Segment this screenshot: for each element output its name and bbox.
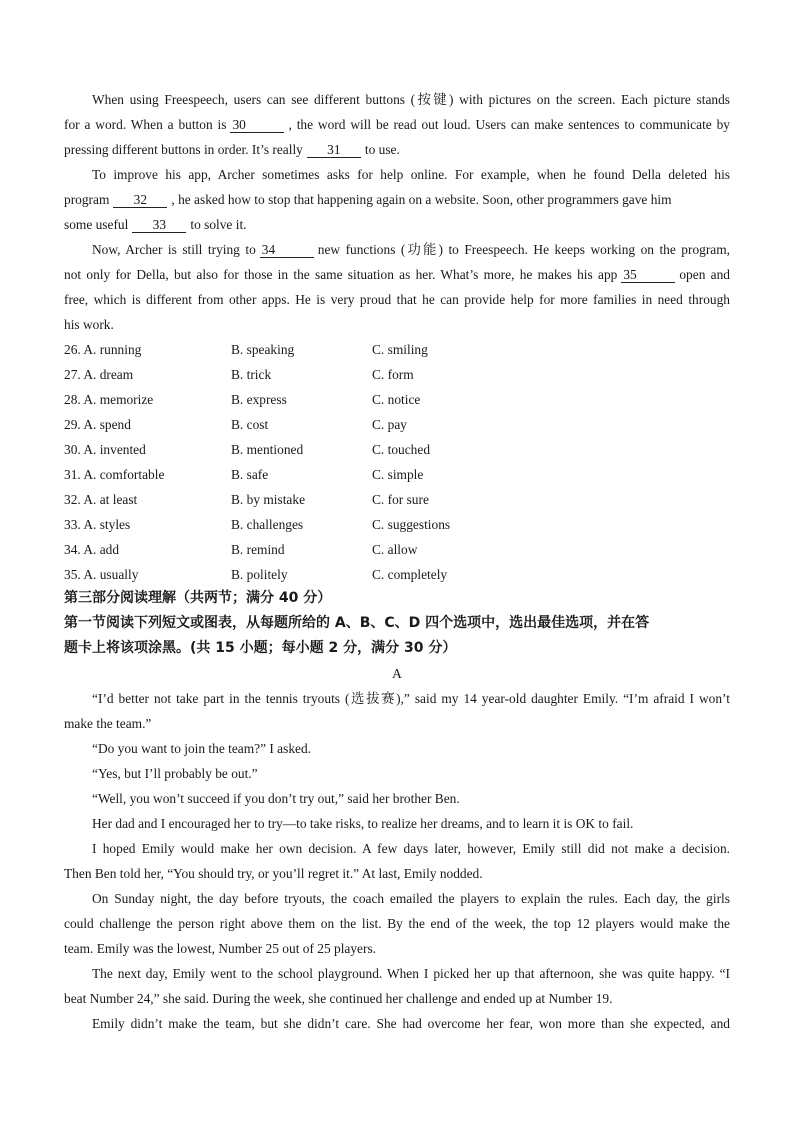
- option-a: 29. A. spend: [64, 417, 131, 432]
- option-c: C. form: [372, 367, 414, 382]
- option-b: B. remind: [231, 542, 285, 557]
- option-a: 28. A. memorize: [64, 392, 154, 407]
- passage-line: Emily didn’t make the team, but she didn’t care. She had overcome her fear, won more than she expected, and: [92, 1016, 730, 1031]
- blank-32: 32: [113, 193, 167, 208]
- passage-line: “I’d better not take part in the tennis tryouts (选拔赛),” said my 14 year-old daughter Emily. “I’m afraid I won’t: [92, 691, 730, 706]
- option-b: B. safe: [231, 467, 269, 482]
- passage-line: “Yes, but I’ll probably be out.”: [92, 766, 258, 781]
- option-c: C. allow: [372, 542, 418, 557]
- passage-line: pressing different buttons in order. It’s really 31 to use.: [64, 142, 400, 157]
- option-c: C. simple: [372, 467, 424, 482]
- passage-line: I hoped Emily would make her own decision. A few days later, however, Emily still did not make a decision.: [92, 841, 730, 856]
- option-c: C. notice: [372, 392, 421, 407]
- section-instruction: 题卡上将该项涂黑。(共 15 小题；每小题 2 分，满分 30 分）: [64, 640, 457, 656]
- blank-33: 33: [132, 218, 186, 233]
- option-a: 27. A. dream: [64, 367, 134, 382]
- option-a: 31. A. comfortable: [64, 467, 165, 482]
- option-c: C. touched: [372, 442, 431, 457]
- option-c: C. for sure: [372, 492, 429, 507]
- option-a: 30. A. invented: [64, 442, 146, 457]
- option-b: B. mentioned: [231, 442, 304, 457]
- passage-line: his work.: [64, 317, 114, 332]
- option-b: B. trick: [231, 367, 272, 382]
- blank-31: 31: [307, 143, 361, 158]
- passage-letter: A: [392, 666, 402, 681]
- blank-35: 35: [621, 268, 675, 283]
- passage-line: Then Ben told her, “You should try, or you’ll regret it.” At last, Emily nodded.: [64, 866, 483, 881]
- option-c: C. completely: [372, 567, 448, 582]
- option-a: 34. A. add: [64, 542, 120, 557]
- passage-line: “Well, you won’t succeed if you don’t try out,” said her brother Ben.: [92, 791, 460, 806]
- passage-line: The next day, Emily went to the school playground. When I picked her up that afternoon, she was quite happy. “I: [92, 966, 730, 981]
- section-heading: 第三部分阅读理解（共两节；满分 40 分）: [64, 590, 332, 606]
- passage-line: not only for Della, but also for those in the same situation as her. What’s more, he makes his app 35 open and: [64, 267, 731, 282]
- option-b: B. challenges: [231, 517, 304, 532]
- passage-line: Her dad and I encouraged her to try—to take risks, to realize her dreams, and to learn it is OK to fail.: [92, 816, 634, 831]
- option-a: 35. A. usually: [64, 567, 139, 582]
- passage-line: program 32 , he asked how to stop that happening again on a website. Soon, other programmers gave him: [64, 192, 672, 207]
- option-a: 26. A. running: [64, 342, 142, 357]
- option-b: B. politely: [231, 567, 288, 582]
- option-b: B. by mistake: [231, 492, 306, 507]
- blank-30: 30: [230, 118, 284, 133]
- section-instruction: 第一节阅读下列短文或图表，从每题所给的 A、B、C、D 四个选项中，选出最佳选项，并在答: [64, 615, 650, 631]
- option-c: C. pay: [372, 417, 407, 432]
- option-b: B. cost: [231, 417, 269, 432]
- passage-line: “Do you want to join the team?” I asked.: [92, 741, 312, 756]
- option-b: B. express: [231, 392, 287, 407]
- passage-line: some useful 33 to solve it.: [64, 217, 247, 232]
- passage-line: for a word. When a button is 30 , the word will be read out loud. Users can make sentences to communicate by: [64, 117, 730, 132]
- option-a: 32. A. at least: [64, 492, 138, 507]
- passage-line: free, which is different from other apps. He is very proud that he can provide help for more families in need through: [64, 292, 730, 307]
- option-c: C. smiling: [372, 342, 428, 357]
- passage-line: When using Freespeech, users can see different buttons (按键) with pictures on the screen. Each picture stands: [92, 92, 730, 107]
- option-b: B. speaking: [231, 342, 295, 357]
- blank-34: 34: [260, 243, 314, 258]
- passage-line: To improve his app, Archer sometimes asks for help online. For example, when he found Della deleted his: [92, 167, 730, 182]
- passage-line: could challenge the person right above them on the list. By the end of the week, the top 12 players would make the: [64, 916, 730, 931]
- option-a: 33. A. styles: [64, 517, 131, 532]
- passage-line: Now, Archer is still trying to 34 new functions (功能) to Freespeech. He keeps working on the program,: [92, 242, 730, 257]
- passage-line: team. Emily was the lowest, Number 25 out of 25 players.: [64, 941, 377, 956]
- passage-line: On Sunday night, the day before tryouts, the coach emailed the players to explain the rules. Each day, the girls: [92, 891, 730, 906]
- passage-line: make the team.”: [64, 716, 152, 731]
- passage-line: beat Number 24,” she said. During the week, she continued her challenge and ended up at Number 19.: [64, 991, 613, 1006]
- option-c: C. suggestions: [372, 517, 451, 532]
